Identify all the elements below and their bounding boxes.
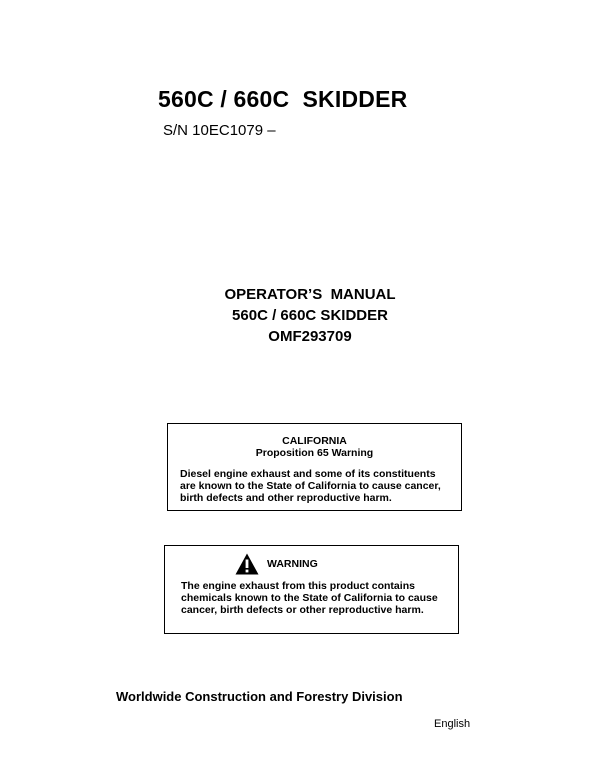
- california-notice-heading: [168, 435, 461, 459]
- warning-notice-body: [181, 580, 455, 616]
- california-notice-body: [180, 468, 458, 504]
- serial-number: S/N 10EC1079 –: [163, 122, 276, 139]
- warning-label: WARNING: [267, 558, 318, 570]
- manual-type: OPERATOR’S MANUAL: [224, 286, 396, 303]
- warning-heading: [235, 553, 318, 575]
- warning-triangle-icon: [235, 553, 259, 575]
- manual-number: OMF293709: [268, 328, 352, 345]
- notice-line: cancer, birth defects or other reproductive harm.: [181, 604, 424, 616]
- notice-line: chemicals known to the State of California to cause: [181, 592, 438, 604]
- language-label: English: [434, 718, 471, 730]
- manual-title-block: [160, 284, 460, 347]
- notice-line: birth defects and other reproductive harm.: [180, 492, 392, 504]
- notice-line: Diesel engine exhaust and some of its constituents: [180, 468, 436, 480]
- notice-line: The engine exhaust from this product contains: [181, 580, 415, 592]
- division-name: Worldwide Construction and Forestry Division: [116, 689, 403, 704]
- proposition-heading: Proposition 65 Warning: [255, 447, 374, 459]
- manual-model: 560C / 660C SKIDDER: [232, 307, 388, 324]
- california-heading: CALIFORNIA: [282, 435, 347, 447]
- notice-line: are known to the State of California to cause cancer,: [180, 480, 441, 492]
- california-prop65-notice: [167, 423, 462, 511]
- warning-notice: [164, 545, 459, 634]
- document-title: 560C / 660C SKIDDER: [158, 86, 408, 112]
